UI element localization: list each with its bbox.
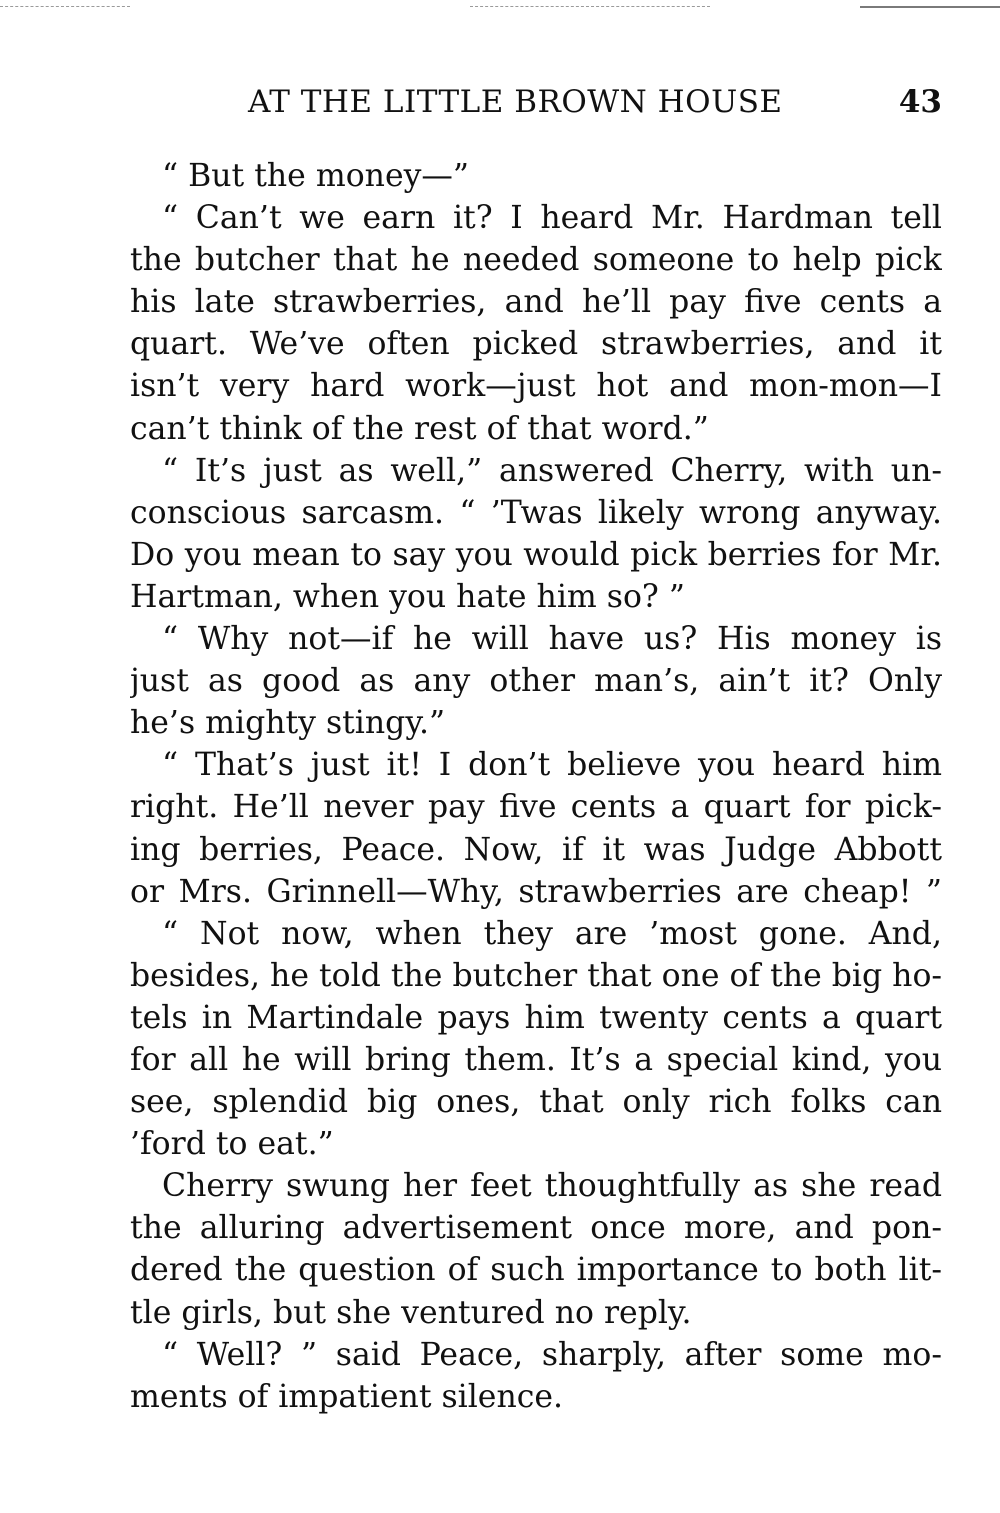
text-line: right. He’ll never pay five cents a quart for pick- (130, 789, 942, 826)
text-line: quart. We’ve often picked strawberries, and it (130, 326, 942, 363)
text-line: the butcher that he needed someone to help pick (130, 242, 942, 279)
text-line: “ Not now, when they are ’most gone. And, (162, 915, 942, 952)
text-line: or Mrs. Grinnell—Why, strawberries are cheap! ” (130, 873, 942, 910)
scan-edge-mark (0, 6, 130, 7)
text-line: dered the question of such importance to both lit- (130, 1252, 942, 1289)
text-line: besides, he told the butcher that one of the big ho- (130, 957, 942, 994)
text-line: “ Well? ” said Peace, sharply, after some mo- (162, 1336, 942, 1373)
text-line: “ Why not—if he will have us? His money is (162, 621, 942, 658)
text-line: just as good as any other man’s, ain’t it? Only (130, 663, 942, 700)
text-line: his late strawberries, and he’ll pay five cents a (130, 284, 942, 321)
page-number: 43 (898, 84, 942, 120)
text-line: tle girls, but she ventured no reply. (130, 1294, 692, 1331)
text-line: ing berries, Peace. Now, if it was Judge Abbott (130, 831, 942, 868)
text-line: Cherry swung her feet thoughtfully as she read (162, 1168, 942, 1205)
text-line: Hartman, when you hate him so? ” (130, 578, 685, 615)
text-line: he’s mighty stingy.” (130, 705, 446, 742)
text-line: can’t think of the rest of that word.” (130, 410, 709, 447)
scan-edge-mark (860, 6, 1000, 8)
text-line: “ Can’t we earn it? I heard Mr. Hardman tell (162, 200, 942, 237)
text-line: Do you mean to say you would pick berries for Mr. (130, 536, 942, 573)
text-line: “ That’s just it! I don’t believe you heard him (162, 747, 942, 784)
running-head: AT THE LITTLE BROWN HOUSE (248, 84, 783, 120)
text-line: for all he will bring them. It’s a special kind, you (130, 1041, 942, 1078)
text-line: conscious sarcasm. “ ’Twas likely wrong anyway. (130, 494, 942, 531)
scan-edge-mark (470, 6, 710, 7)
text-line: “ It’s just as well,” answered Cherry, with un- (162, 452, 942, 489)
body-text (130, 155, 942, 1418)
page-header (130, 82, 942, 122)
text-line: see, splendid big ones, that only rich folks can (130, 1084, 942, 1121)
text-line: “ But the money—” (162, 158, 469, 194)
text-line: the alluring advertisement once more, and pon- (130, 1210, 942, 1247)
text-line: isn’t very hard work—just hot and mon-mon—I (130, 368, 942, 405)
text-line: ments of impatient silence. (130, 1378, 564, 1415)
text-line: ’ford to eat.” (130, 1126, 334, 1163)
text-line: tels in Martindale pays him twenty cents a quart (130, 999, 942, 1036)
